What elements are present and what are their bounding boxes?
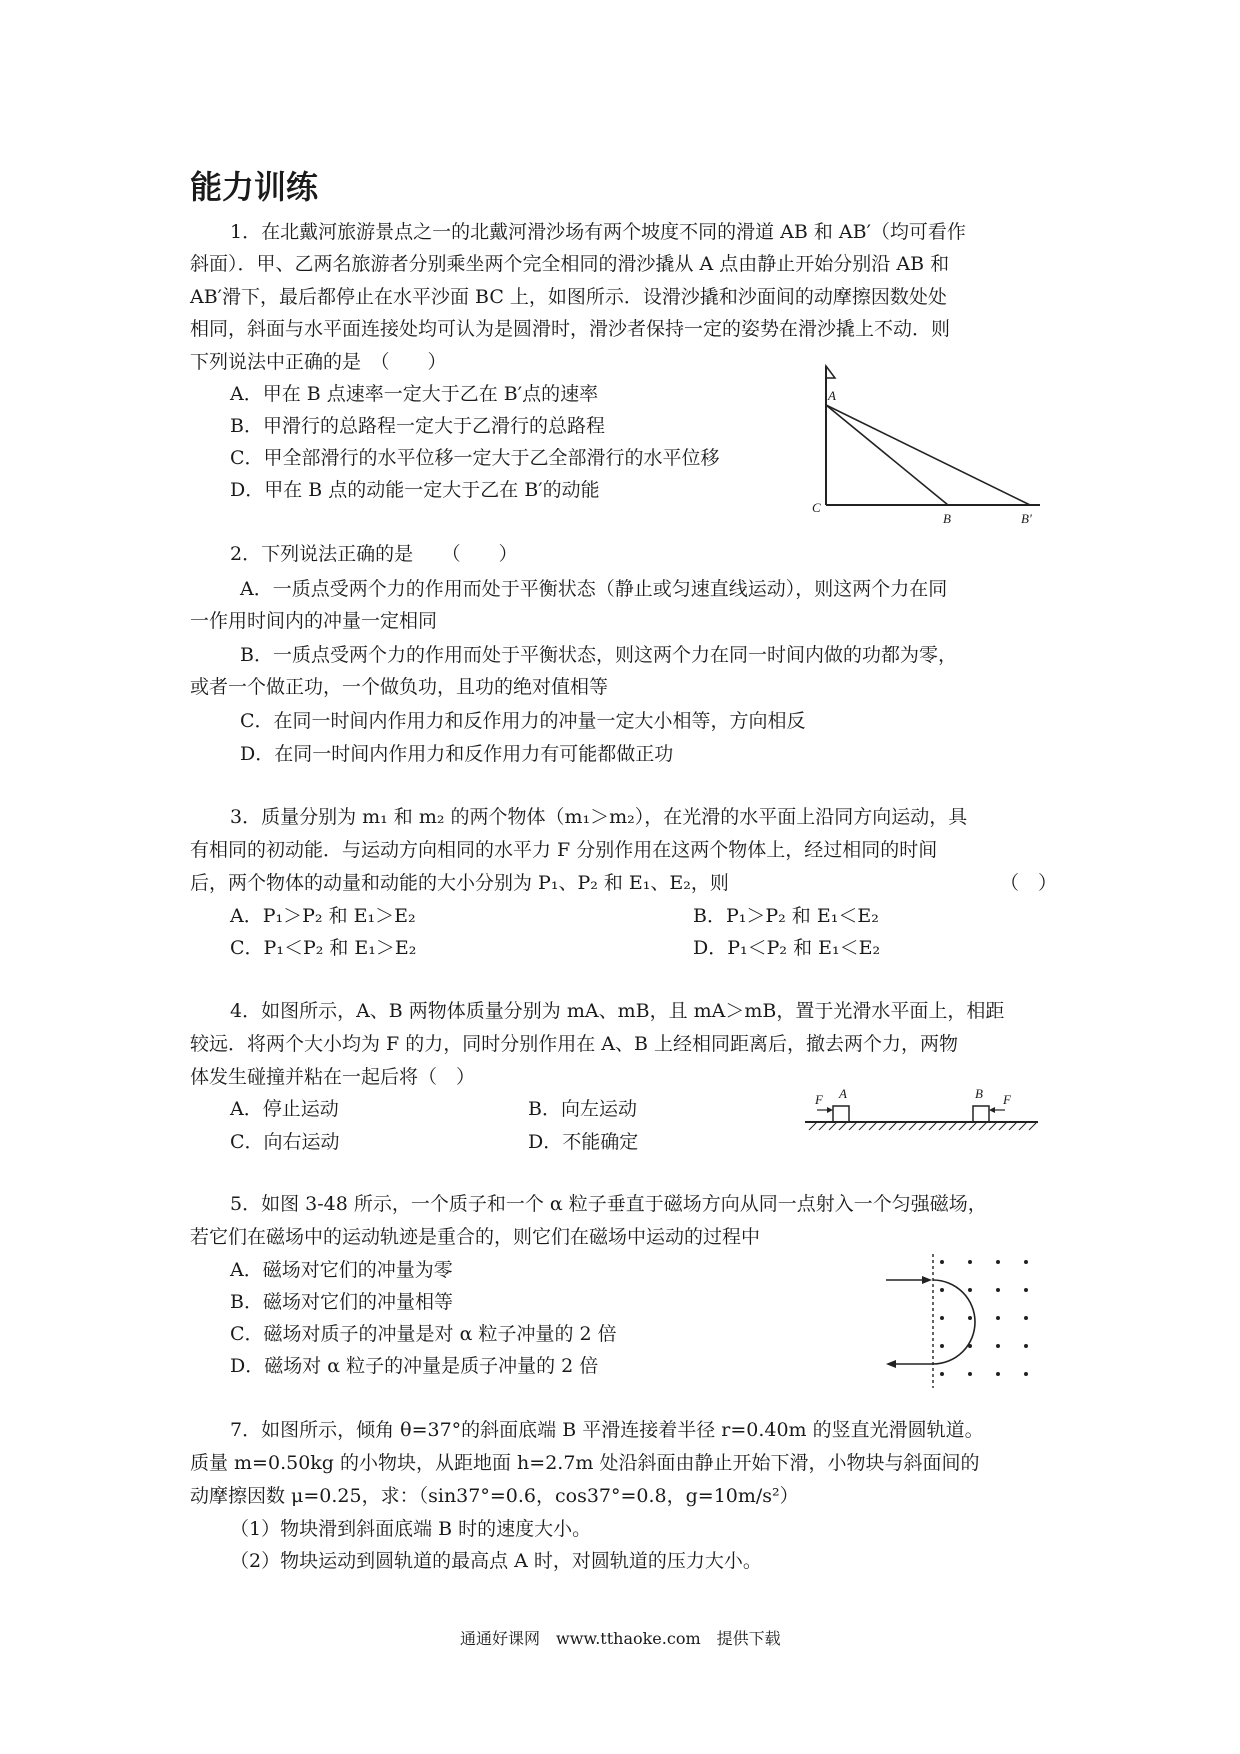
q2-option-a-cont: 一作用时间内的冲量一定相同 — [190, 610, 438, 632]
q7-subquestion-2: （2）物块运动到圆轨道的最高点 A 时，对圆轨道的压力大小。 — [230, 1550, 762, 1572]
q4-line: 4．如图所示，A、B 两物体质量分别为 mA、mB，且 mA＞mB，置于光滑水平面上，相距 — [230, 1000, 1005, 1022]
q4-label-a: A — [839, 1086, 847, 1101]
q7-subquestion-1: （1）物块滑到斜面底端 B 时的速度大小。 — [230, 1518, 592, 1540]
page-title: 能力训练 — [190, 168, 319, 206]
q2-option-a: A．一质点受两个力的作用而处于平衡状态（静止或匀速直线运动），则这两个力在同 — [240, 578, 948, 600]
q4-label-f-left: F — [815, 1092, 823, 1107]
q4-ground-hatch — [809, 1122, 1037, 1130]
q7-line: 7．如图所示，倾角 θ=37°的斜面底端 B 平滑连接着半径 r=0.40m 的竖直光滑圆轨道。 — [230, 1419, 984, 1441]
q1-slope-figure — [808, 360, 1048, 530]
q5-option-c: C．磁场对质子的冲量是对 α 粒子冲量的 2 倍 — [230, 1323, 617, 1345]
footer-credit: 通通好课网 www.tthaoke.com 提供下载 — [460, 1629, 781, 1648]
q1-line: 下列说法中正确的是 （ ） — [190, 351, 447, 373]
q4-option-a: A．停止运动 — [230, 1098, 339, 1120]
q7-line: 动摩擦因数 μ=0.25，求：（sin37°=0.6，cos37°=0.8，g=10m/s²） — [190, 1485, 799, 1507]
q7-line: 质量 m=0.50kg 的小物块，从距地面 h=2.7m 处沿斜面由静止开始下滑，小物块与斜面间的 — [190, 1452, 980, 1474]
q1-option-c: C．甲全部滑行的水平位移一定大于乙全部滑行的水平位移 — [230, 447, 720, 469]
q3-answer-bracket: （ ） — [1000, 872, 1058, 894]
q3-option-c: C．P₁＜P₂ 和 E₁＞E₂ — [230, 937, 417, 959]
q4-line: 较远．将两个大小均为 F 的力，同时分别作用在 A、B 上经相同距离后，撤去两个力，两物 — [190, 1033, 959, 1055]
q4-option-c: C．向右运动 — [230, 1131, 340, 1153]
q4-option-b: B．向左运动 — [528, 1098, 637, 1120]
q1-option-d: D．甲在 B 点的动能一定大于乙在 B′的动能 — [230, 479, 600, 501]
q5-line: 若它们在磁场中的运动轨迹是重合的，则它们在磁场中运动的过程中 — [190, 1226, 761, 1248]
q4-line: 体发生碰撞并粘在一起后将（ ） — [190, 1066, 476, 1088]
q1-line: 斜面）．甲、乙两名旅游者分别乘坐两个完全相同的滑沙撬从 A 点由静止开始分别沿 AB 和 — [190, 253, 950, 275]
q3-line: 3．质量分别为 m₁ 和 m₂ 的两个物体（m₁＞m₂），在光滑的水平面上沿同方向运动，具 — [230, 806, 968, 828]
q3-line: 后，两个物体的动量和动能的大小分别为 P₁、P₂ 和 E₁、E₂，则 — [190, 872, 729, 894]
q5-option-d: D．磁场对 α 粒子的冲量是质子冲量的 2 倍 — [230, 1355, 599, 1377]
q1-line: AB′滑下，最后都停止在水平沙面 BC 上，如图所示．设滑沙撬和沙面间的动摩擦因数处处 — [190, 286, 947, 308]
q1-label-a: A — [828, 388, 836, 403]
q3-option-b: B．P₁＞P₂ 和 E₁＜E₂ — [693, 905, 879, 927]
q1-option-b: B．甲滑行的总路程一定大于乙滑行的总路程 — [230, 415, 605, 437]
q5-magnetic-field-figure — [880, 1250, 1050, 1390]
q2-option-b: B．一质点受两个力的作用而处于平衡状态，则这两个力在同一时间内做的功都为零， — [240, 644, 957, 666]
q1-label-c: C — [812, 500, 821, 515]
q2-stem: 2．下列说法正确的是 （ ） — [230, 543, 518, 565]
q1-label-b-prime: B′ — [1021, 511, 1032, 526]
q4-blocks-figure — [805, 1085, 1045, 1140]
q2-option-c: C．在同一时间内作用力和反作用力的冲量一定大小相等，方向相反 — [240, 710, 806, 732]
q5-option-b: B．磁场对它们的冲量相等 — [230, 1291, 453, 1313]
q5-option-a: A．磁场对它们的冲量为零 — [230, 1259, 453, 1281]
q4-option-d: D．不能确定 — [528, 1131, 639, 1153]
q4-label-f-right: F — [1003, 1092, 1011, 1107]
q1-label-b: B — [943, 511, 951, 526]
q3-option-d: D．P₁＜P₂ 和 E₁＜E₂ — [693, 937, 881, 959]
q5-line: 5．如图 3-48 所示，一个质子和一个 α 粒子垂直于磁场方向从同一点射入一个匀强磁场， — [230, 1193, 987, 1215]
q2-option-b-cont: 或者一个做正功，一个做负功，且功的绝对值相等 — [190, 676, 609, 698]
q3-option-a: A．P₁＞P₂ 和 E₁＞E₂ — [230, 905, 416, 927]
q1-line: 相同，斜面与水平面连接处均可认为是圆滑时，滑沙者保持一定的姿势在滑沙撬上不动．则 — [190, 318, 951, 340]
q2-option-d: D．在同一时间内作用力和反作用力有可能都做正功 — [240, 743, 674, 765]
q4-label-b: B — [975, 1086, 983, 1101]
q1-option-a: A．甲在 B 点速率一定大于乙在 B′点的速率 — [230, 383, 599, 405]
q3-line: 有相同的初动能．与运动方向相同的水平力 F 分别作用在这两个物体上，经过相同的时间 — [190, 839, 938, 861]
q1-line: 1．在北戴河旅游景点之一的北戴河滑沙场有两个坡度不同的滑道 AB 和 AB′（均可看作 — [230, 221, 966, 243]
